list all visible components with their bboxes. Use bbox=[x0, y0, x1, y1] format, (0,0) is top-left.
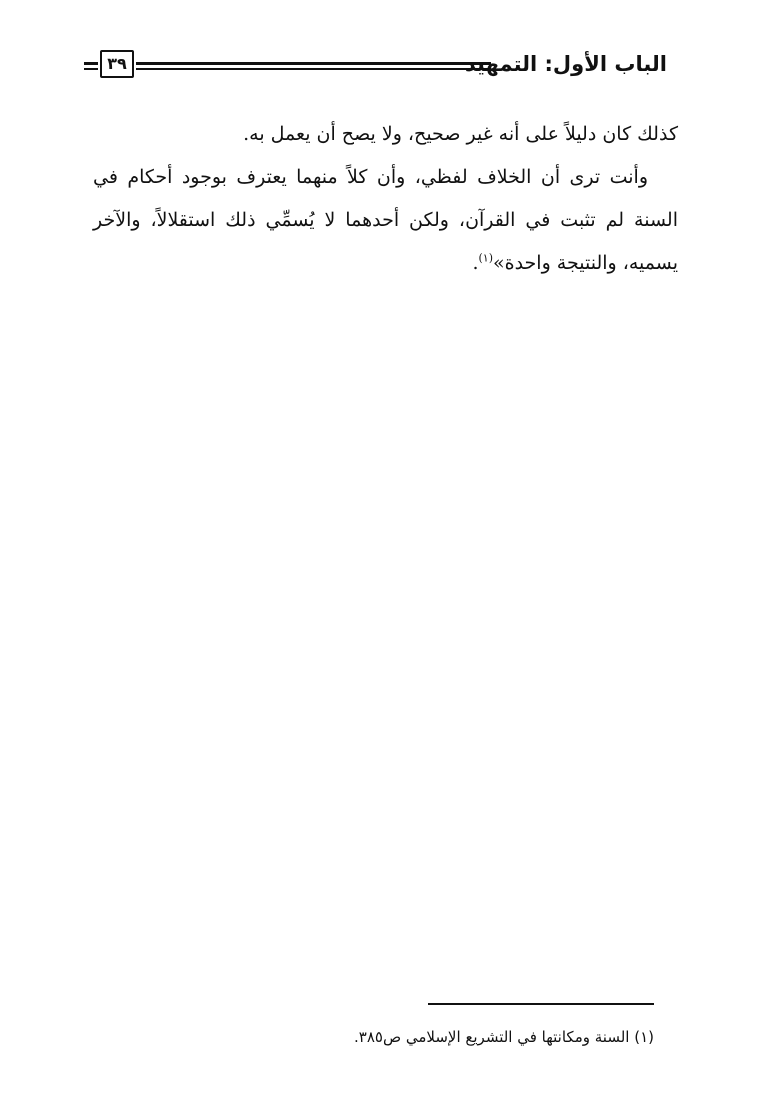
footnote-reference: (١) bbox=[478, 251, 493, 265]
paragraph-text: وأنت ترى أن الخلاف لفظي، وأن كلاً منهما يعترف بوجود أحكام في السنة لم تثبت في القرآن، ولكن أحدهما لا يُسمِّي ذلك استقلالاً، والآخر يسميه، والنتيجة واحدة» bbox=[93, 166, 678, 274]
running-header bbox=[84, 44, 667, 90]
paragraph: كذلك كان دليلاً على أنه غير صحيح، ولا يصح أن يعمل به. bbox=[243, 123, 678, 145]
paragraph bbox=[93, 156, 678, 285]
page-number: ٣٩ bbox=[100, 50, 134, 78]
header-end-rule bbox=[84, 62, 98, 71]
body-text bbox=[93, 113, 678, 285]
chapter-title: الباب الأول: التمهيد bbox=[464, 52, 667, 76]
header-rule bbox=[136, 62, 491, 71]
closing-punctuation: . bbox=[472, 252, 479, 274]
footnote-separator bbox=[428, 1003, 654, 1005]
footnote: (١) السنة ومكانتها في التشريع الإسلامي ص٣٨٥. bbox=[353, 1028, 654, 1046]
